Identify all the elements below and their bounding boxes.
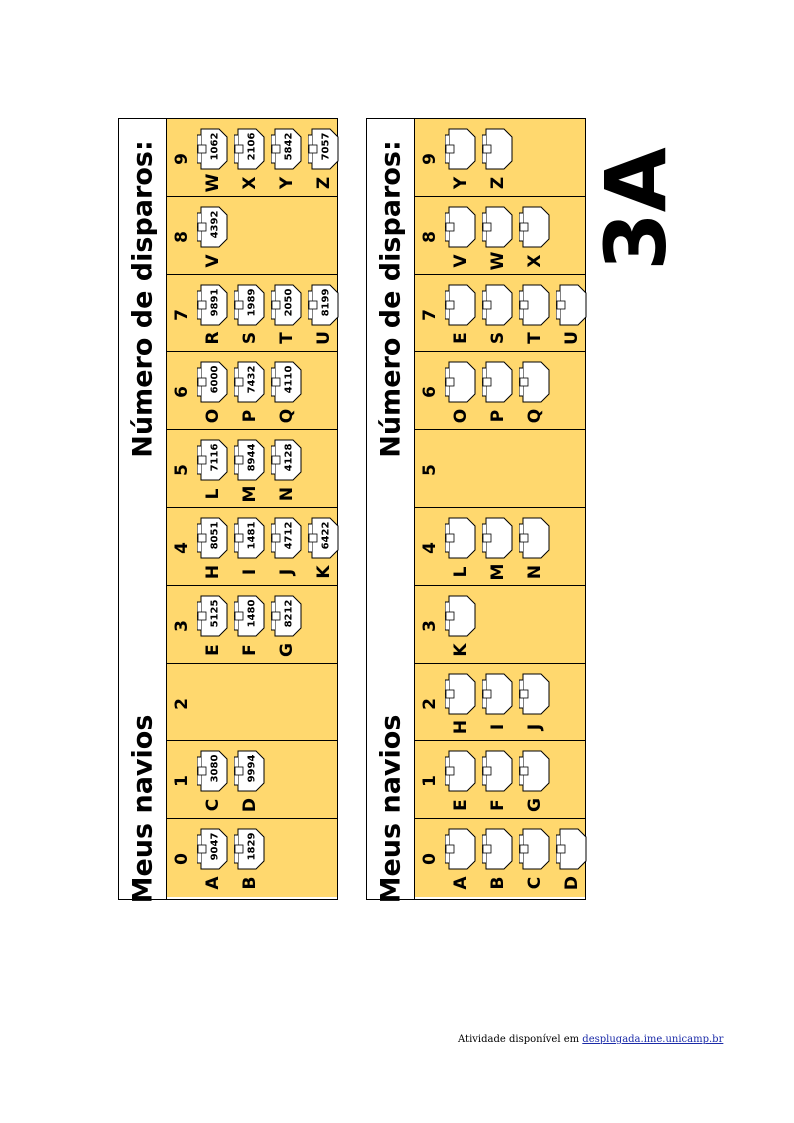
shots-column-5 <box>167 430 337 508</box>
ship-icon <box>482 825 516 873</box>
ship-letter: L <box>203 488 223 500</box>
ship-slot <box>443 590 479 660</box>
ship-slot <box>517 201 553 271</box>
ship-letter: T <box>525 332 545 345</box>
ship-letter: Y <box>451 176 471 189</box>
shots-number: 9 <box>172 153 192 165</box>
ship-code: 9891 <box>209 288 221 317</box>
ship-icon <box>556 281 590 329</box>
shots-column-7 <box>415 275 585 353</box>
footer-text: Atividade disponível em <box>458 1034 583 1045</box>
ship-code: 4392 <box>209 210 221 239</box>
ship-letter: Z <box>314 176 334 189</box>
shots-number: 4 <box>420 542 440 554</box>
ship-letter: N <box>277 486 297 502</box>
shots-column-0 <box>415 819 585 897</box>
shots-number: 7 <box>172 308 192 321</box>
shots-column-4 <box>415 508 585 586</box>
shots-number: 6 <box>172 386 192 399</box>
ship-code: 5125 <box>209 599 221 628</box>
ship-letter: U <box>314 331 334 346</box>
ship-icon <box>482 670 516 718</box>
ship-slot <box>443 745 479 815</box>
ship-letter: L <box>451 566 471 578</box>
ship-slot <box>269 356 305 426</box>
ship-code: 6000 <box>209 365 221 394</box>
footer <box>458 1034 723 1045</box>
ship-icon <box>519 203 553 251</box>
shots-title: Número de disparos: <box>127 140 159 458</box>
ship-icon <box>482 203 516 251</box>
ships-card-2 <box>366 118 586 904</box>
title-strip <box>367 119 415 904</box>
ship-letter: J <box>525 724 545 731</box>
ship-letter: O <box>451 408 471 424</box>
ship-letter: A <box>203 876 223 890</box>
ships-card-1 <box>118 118 338 904</box>
ship-slot <box>443 823 479 893</box>
shots-column-6 <box>167 352 337 430</box>
ship-icon <box>445 203 479 251</box>
shots-column-8 <box>167 197 337 275</box>
ship-letter: W <box>488 251 508 270</box>
ship-slot <box>480 668 516 738</box>
shots-column-1 <box>167 741 337 819</box>
shots-number: 0 <box>420 853 440 866</box>
ship-letter: E <box>451 799 471 811</box>
ship-icon <box>519 358 553 406</box>
ship-letter: Q <box>525 408 545 424</box>
shots-column-2 <box>415 664 585 742</box>
shots-column-5 <box>415 430 585 508</box>
shots-number: 2 <box>420 697 440 710</box>
ship-letter: V <box>203 254 223 268</box>
ship-code: 3080 <box>209 754 221 783</box>
ship-slot <box>306 123 342 193</box>
ship-letter: C <box>203 798 223 812</box>
shots-number: 3 <box>172 619 192 632</box>
ship-icon <box>519 670 553 718</box>
ship-letter: D <box>240 798 260 813</box>
shots-number: 1 <box>172 775 192 788</box>
ship-code: 1829 <box>246 832 258 861</box>
ship-slot <box>269 279 305 349</box>
ship-slot <box>195 590 231 660</box>
shots-column-9 <box>167 119 337 197</box>
ship-letter: U <box>562 331 582 346</box>
ship-slot <box>269 590 305 660</box>
ship-letter: H <box>451 720 471 735</box>
ship-letter: G <box>277 642 297 657</box>
ship-letter: S <box>488 332 508 345</box>
shots-number: 7 <box>420 308 440 321</box>
ship-code: 9994 <box>246 754 258 783</box>
ship-code: 8051 <box>209 521 221 550</box>
shots-number: 2 <box>172 697 192 710</box>
shots-column-1 <box>415 741 585 819</box>
ship-code: 1989 <box>246 288 258 317</box>
ship-letter: E <box>451 332 471 345</box>
ship-icon <box>519 514 553 562</box>
ship-icon <box>445 125 479 173</box>
ship-letter: H <box>203 564 223 579</box>
ship-slot <box>195 201 231 271</box>
ship-letter: A <box>451 876 471 890</box>
shots-number: 3 <box>420 619 440 632</box>
ship-slot <box>195 356 231 426</box>
ship-letter: X <box>240 176 260 190</box>
ship-letter: M <box>488 563 508 581</box>
ship-slot <box>269 434 305 504</box>
ship-letter: W <box>203 173 223 193</box>
ship-slot <box>306 512 342 582</box>
ship-slot <box>480 356 516 426</box>
ship-slot <box>269 512 305 582</box>
ship-slot <box>443 512 479 582</box>
ship-code: 5842 <box>283 132 295 161</box>
shots-number: 5 <box>420 464 440 477</box>
ship-icon <box>482 747 516 795</box>
ship-letter: D <box>562 875 582 891</box>
ship-icon <box>445 825 479 873</box>
ship-letter: V <box>451 254 471 268</box>
ship-icon <box>445 747 479 795</box>
ship-code: 2050 <box>283 288 295 317</box>
page-label: 3A <box>587 147 685 271</box>
shots-column-9 <box>415 119 585 197</box>
ship-code: 7116 <box>209 443 221 472</box>
ship-icon <box>519 825 553 873</box>
shots-number: 0 <box>172 853 192 866</box>
ship-code: 8199 <box>320 288 332 317</box>
ship-letter: X <box>525 254 545 268</box>
ship-letter: M <box>240 485 260 503</box>
ship-slot <box>195 745 231 815</box>
ship-slot <box>517 512 553 582</box>
ship-icon <box>445 514 479 562</box>
ship-letter: F <box>488 799 508 811</box>
ship-slot <box>195 279 231 349</box>
my-ships-title: Meus navios <box>375 714 407 904</box>
ship-letter: E <box>203 643 223 656</box>
ship-code: 4110 <box>283 365 295 394</box>
ship-slot <box>195 823 231 893</box>
ship-icon <box>482 281 516 329</box>
ship-letter: P <box>488 409 508 423</box>
title-strip <box>119 119 167 904</box>
ship-letter: S <box>240 332 260 345</box>
ship-letter: G <box>525 798 545 813</box>
ship-slot <box>480 123 516 193</box>
ship-icon <box>482 514 516 562</box>
footer-link[interactable]: desplugada.ime.unicamp.br <box>582 1034 724 1045</box>
ship-slot <box>443 123 479 193</box>
ship-letter: Y <box>277 176 297 189</box>
ship-code: 8212 <box>283 599 295 628</box>
ship-slot <box>269 123 305 193</box>
shots-number: 9 <box>420 153 440 165</box>
shots-column-3 <box>167 586 337 664</box>
ship-letter: O <box>203 408 223 424</box>
ship-letter: R <box>203 331 223 345</box>
ship-slot <box>232 356 268 426</box>
ship-slot <box>306 279 342 349</box>
ship-code: 7057 <box>320 132 332 161</box>
ship-slot <box>554 279 590 349</box>
ship-icon <box>445 358 479 406</box>
ship-slot <box>517 823 553 893</box>
ship-icon <box>556 825 590 873</box>
ship-slot <box>232 745 268 815</box>
ship-letter: B <box>488 876 508 890</box>
ship-code: 1481 <box>246 521 258 550</box>
ship-slot <box>232 123 268 193</box>
shots-number: 5 <box>172 464 192 477</box>
ship-letter: N <box>525 564 545 579</box>
ship-code: 8944 <box>246 443 258 472</box>
ship-icon <box>445 281 479 329</box>
ship-letter: C <box>525 876 545 890</box>
shots-number: 1 <box>420 775 440 788</box>
my-ships-title: Meus navios <box>127 714 159 904</box>
ship-slot <box>232 590 268 660</box>
ship-icon <box>445 592 479 640</box>
ship-letter: Z <box>488 176 508 189</box>
ship-letter: I <box>488 724 508 731</box>
ship-slot <box>554 823 590 893</box>
ship-slot <box>517 745 553 815</box>
ship-code: 6422 <box>320 521 332 550</box>
ship-code: 4712 <box>283 521 295 550</box>
ship-slot <box>443 201 479 271</box>
ship-letter: I <box>240 568 260 575</box>
shots-number: 6 <box>420 386 440 399</box>
ship-code: 4128 <box>283 443 295 472</box>
ship-slot <box>195 123 231 193</box>
ship-slot <box>480 279 516 349</box>
ship-slot <box>232 279 268 349</box>
ship-code: 9047 <box>209 832 221 861</box>
ship-slot <box>480 512 516 582</box>
ship-letter: K <box>314 565 334 579</box>
ship-slot <box>443 356 479 426</box>
shots-number: 4 <box>172 542 192 554</box>
ship-slot <box>480 201 516 271</box>
shots-column-6 <box>415 352 585 430</box>
ship-letter: B <box>240 876 260 890</box>
ship-code: 1480 <box>246 599 258 628</box>
ship-slot <box>232 434 268 504</box>
ship-slot <box>480 823 516 893</box>
ship-letter: P <box>240 409 260 423</box>
ship-icon <box>445 670 479 718</box>
ship-code: 7432 <box>246 365 258 394</box>
ship-slot <box>232 823 268 893</box>
ship-icon <box>519 281 553 329</box>
ship-slot <box>443 279 479 349</box>
ship-letter: J <box>277 568 297 575</box>
ship-slot <box>195 434 231 504</box>
ship-icon <box>519 747 553 795</box>
ship-slot <box>195 512 231 582</box>
shots-column-0 <box>167 819 337 897</box>
ship-code: 1062 <box>209 132 221 161</box>
ship-slot <box>517 279 553 349</box>
ship-letter: Q <box>277 408 297 424</box>
ship-slot <box>517 356 553 426</box>
shots-column-2 <box>167 664 337 742</box>
ship-icon <box>482 358 516 406</box>
shots-number: 8 <box>172 230 192 243</box>
shots-number: 8 <box>420 230 440 243</box>
ship-code: 2106 <box>246 132 258 161</box>
shots-column-8 <box>415 197 585 275</box>
shots-column-3 <box>415 586 585 664</box>
shots-column-4 <box>167 508 337 586</box>
ship-letter: F <box>240 643 260 656</box>
ship-slot <box>480 745 516 815</box>
ship-letter: K <box>451 643 471 657</box>
ship-slot <box>443 668 479 738</box>
ship-slot <box>232 512 268 582</box>
ship-slot <box>517 668 553 738</box>
ship-icon <box>482 125 516 173</box>
shots-column-7 <box>167 275 337 353</box>
shots-title: Número de disparos: <box>375 140 407 458</box>
ship-letter: T <box>277 332 297 345</box>
